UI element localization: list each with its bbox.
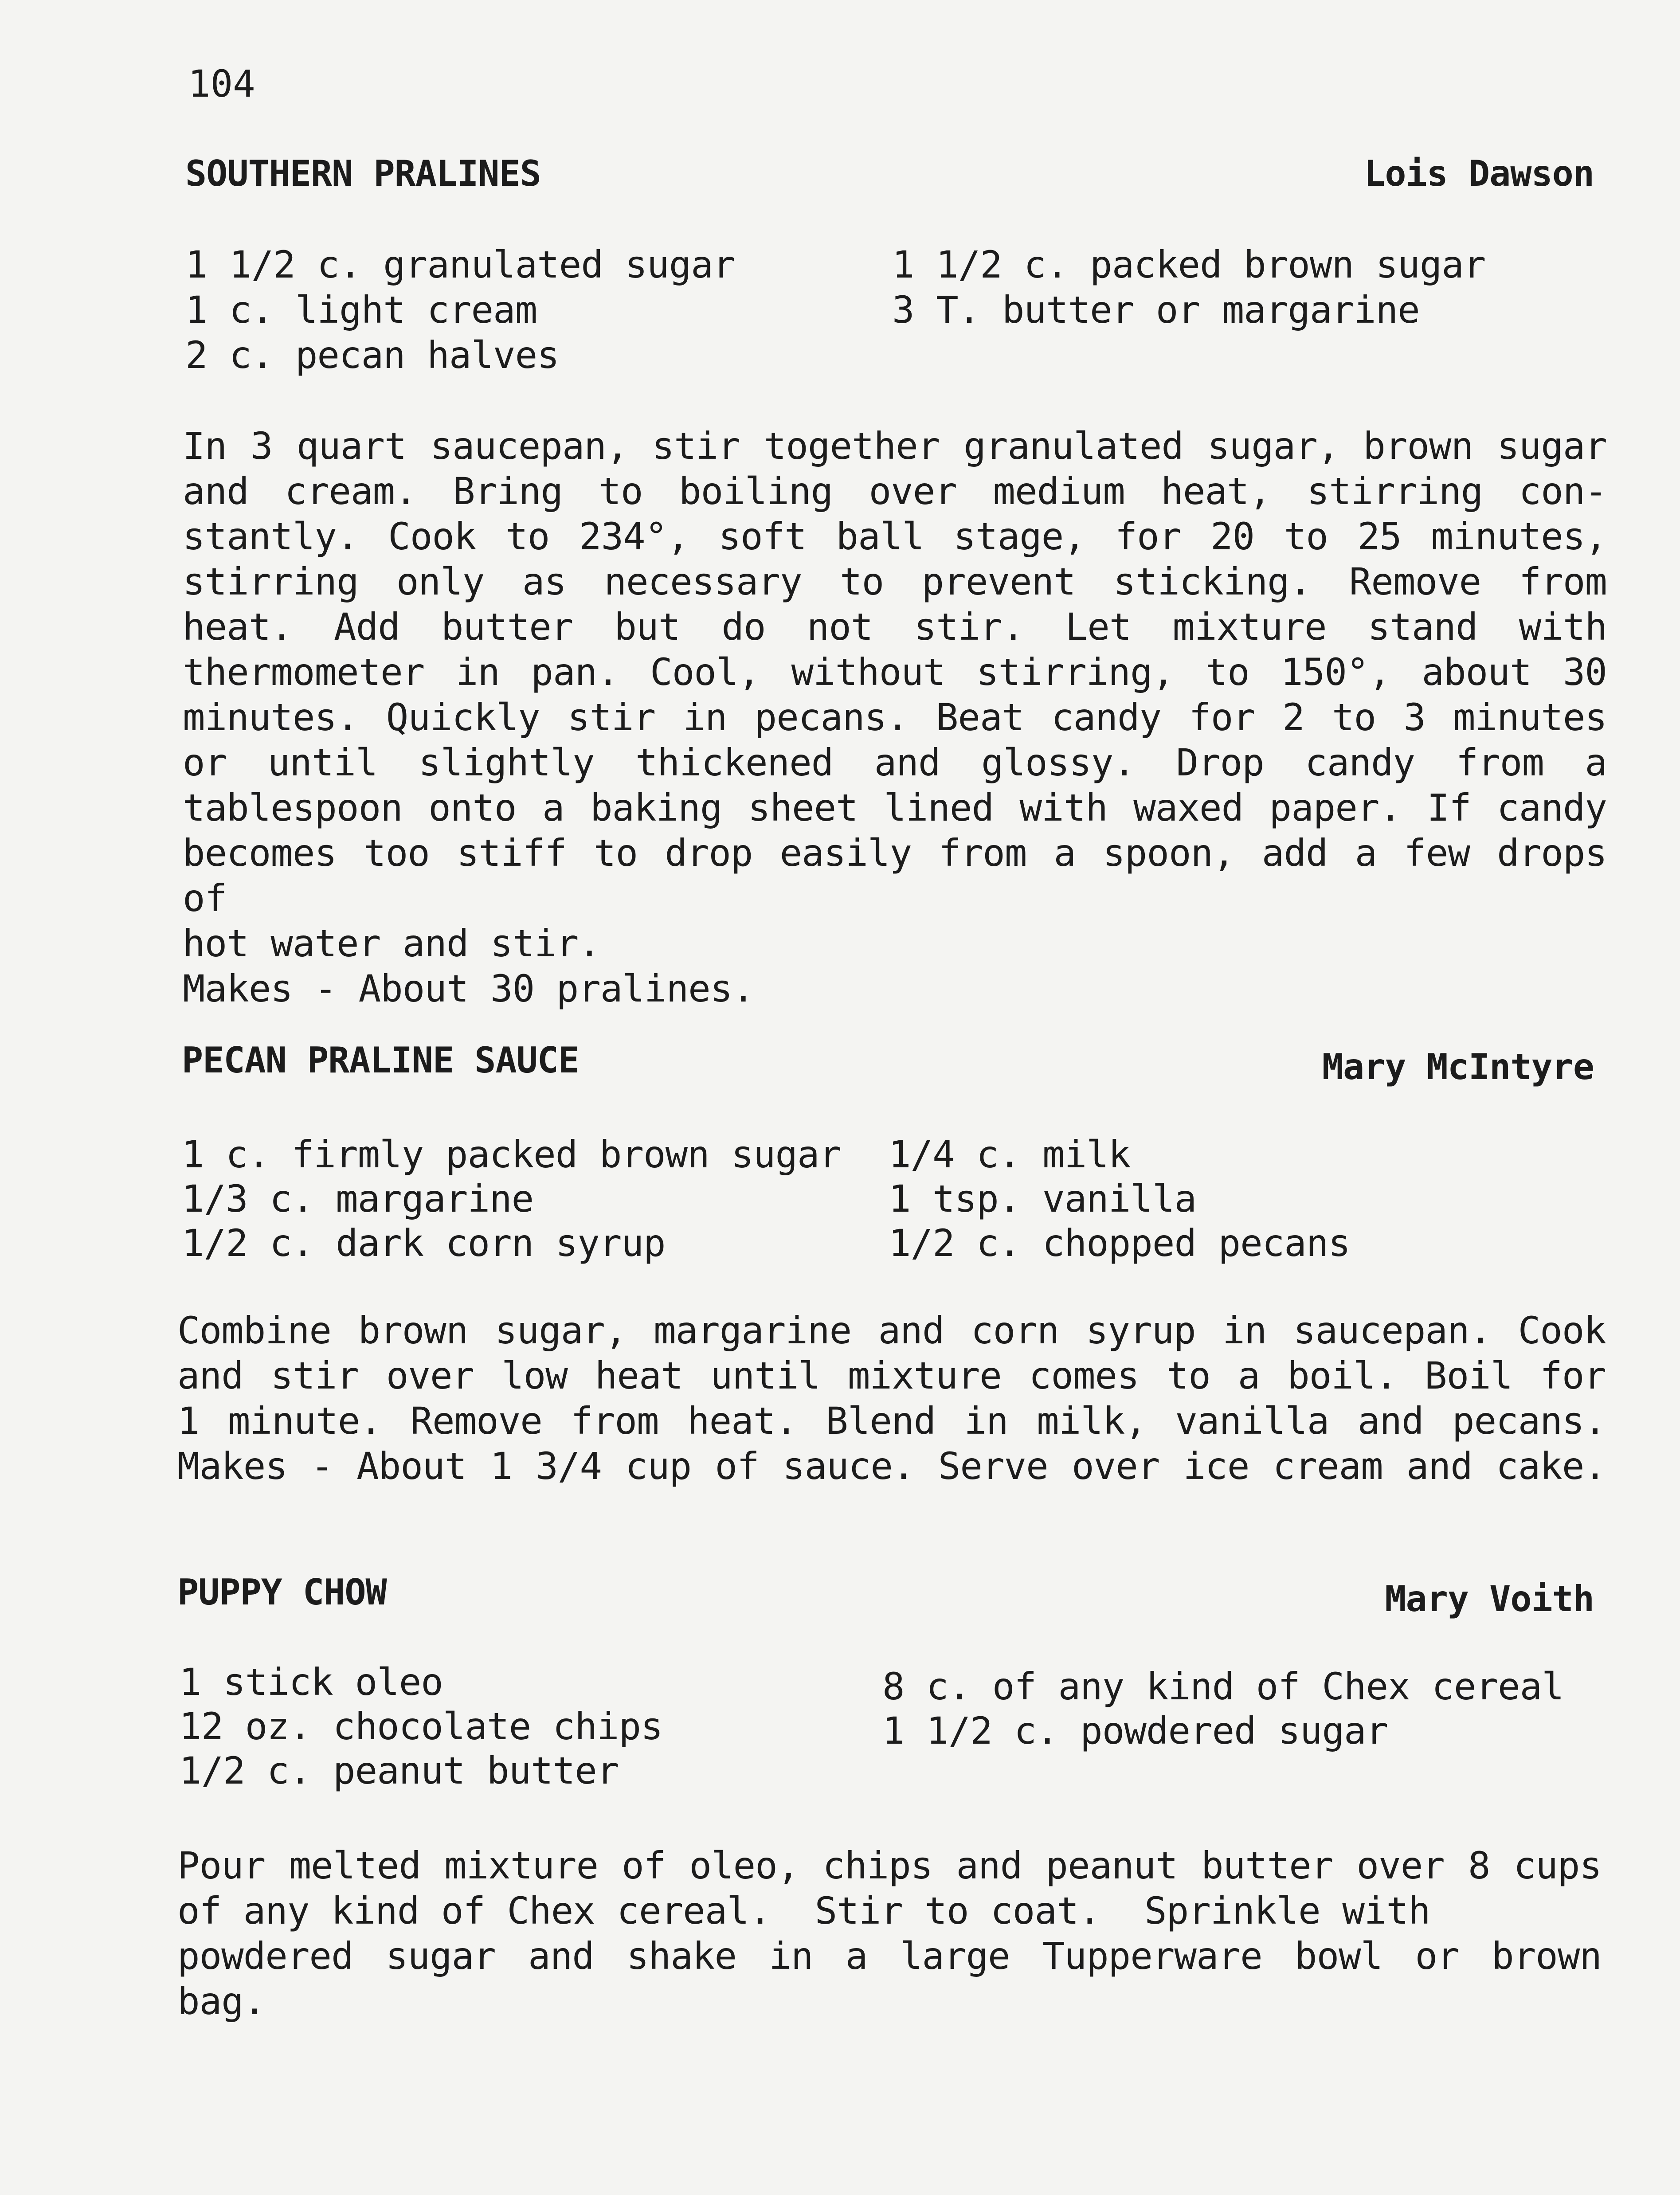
recipe-title: PECAN PRALINE SAUCE [182,1040,580,1081]
directions-line: heat. Add butter but do not stir. Let mixture stand with [183,605,1607,649]
ingredient-item: 1 1/2 c. powdered sugar [882,1709,1388,1753]
ingredient-item: 1 stick oleo [179,1660,443,1704]
ingredient-item: 1/2 c. chopped pecans [889,1221,1351,1265]
directions-line: 1 minute. Remove from heat. Blend in milk, vanilla and pecans. [177,1399,1606,1443]
ingredient-item: 1/3 c. margarine [182,1177,534,1221]
directions-line: minutes. Quickly stir in pecans. Beat candy for 2 to 3 minutes [183,696,1607,739]
ingredient-item: 1 c. firmly packed brown sugar [182,1133,842,1176]
directions-line: stirring only as necessary to prevent sticking. Remove from [183,560,1607,603]
recipe-directions [177,1843,1602,2024]
ingredient-item: 12 oz. chocolate chips [179,1705,663,1748]
ingredient-item: 1/2 c. dark corn syrup [182,1221,666,1265]
directions-line: hot water and stir. [183,922,600,965]
directions-line: tablespoon onto a baking sheet lined with waxed paper. If candy [183,786,1607,829]
ingredient-item: 1 tsp. vanilla [889,1177,1197,1221]
directions-line: becomes too stiff to drop easily from a spoon, add a few drops of [183,831,1607,920]
recipe-yield: Makes - About 30 pralines. [183,967,754,1010]
recipe-author: Lois Dawson [1364,153,1594,194]
ingredient-item: 1/4 c. milk [889,1133,1131,1176]
ingredient-item: 3 T. butter or margarine [892,288,1420,332]
recipe-author: Mary Voith [1385,1578,1594,1620]
ingredient-item: 8 c. of any kind of Chex cereal [882,1665,1564,1708]
directions-line: or until slightly thickened and glossy. Drop candy from a [183,741,1607,784]
recipe-author: Mary McIntyre [1322,1046,1594,1088]
directions-line: powdered sugar and shake in a large Tupperware bowl or brown bag. [177,1934,1602,2023]
directions-line: In 3 quart saucepan, stir together granulated sugar, brown sugar [183,424,1607,468]
directions-line: Combine brown sugar, margarine and corn syrup in saucepan. Cook [177,1309,1606,1352]
recipe-title: PUPPY CHOW [177,1572,387,1613]
directions-line: of any kind of Chex cereal. Stir to coat. Sprinkle with [177,1889,1430,1933]
ingredient-item: 2 c. pecan halves [185,333,559,377]
ingredient-item: 1 1/2 c. packed brown sugar [892,243,1486,286]
ingredient-item: 1 c. light cream [185,288,537,332]
directions-line: thermometer in pan. Cool, without stirring, to 150°, about 30 [183,650,1607,694]
directions-line: Pour melted mixture of oleo, chips and peanut butter over 8 cups [177,1844,1602,1887]
directions-line: stantly. Cook to 234°, soft ball stage, for 20 to 25 minutes, [183,515,1607,558]
page-number: 104 [188,62,255,106]
ingredient-item: 1/2 c. peanut butter [179,1749,619,1792]
recipe-title: SOUTHERN PRALINES [185,153,541,194]
directions-line: and cream. Bring to boiling over medium heat, stirring con- [183,470,1607,513]
recipe-yield: Makes - About 1 3/4 cup of sauce. Serve over ice cream and cake. [177,1444,1606,1488]
recipe-directions [183,423,1607,1011]
ingredient-item: 1 1/2 c. granulated sugar [185,243,735,286]
recipe-directions [177,1308,1606,1489]
directions-line: and stir over low heat until mixture comes to a boil. Boil for [177,1354,1606,1397]
